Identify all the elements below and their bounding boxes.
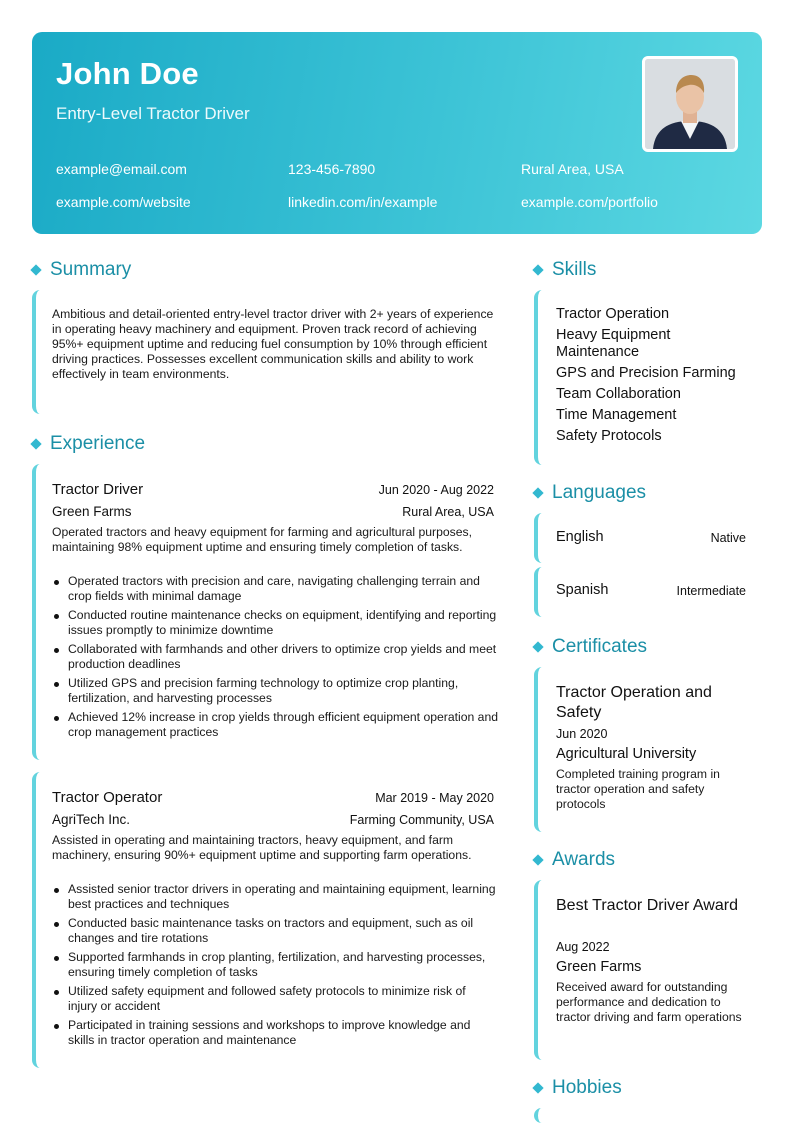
contact-portfolio[interactable]: example.com/portfolio bbox=[521, 194, 658, 210]
list-item: Conducted routine maintenance checks on equipment, identifying and reporting issues promptly to minimize downtime bbox=[52, 608, 498, 638]
certificate-date: Jun 2020 bbox=[556, 727, 608, 741]
certificate-org: Agricultural University bbox=[556, 746, 697, 762]
list-item: Assisted senior tractor drivers in operating and maintaining equipment, learning best practices and techniques bbox=[52, 882, 498, 912]
skills-heading-label: Skills bbox=[552, 259, 597, 280]
awards-heading bbox=[534, 849, 615, 871]
list-item: Utilized safety equipment and followed safety protocols to minimize risk of injury or accident bbox=[52, 984, 498, 1014]
diamond-icon bbox=[532, 264, 543, 275]
list-item: Conducted basic maintenance tasks on tractors and equipment, such as oil changes and tire rotations bbox=[52, 916, 498, 946]
language-name: English bbox=[556, 529, 604, 545]
language-item bbox=[534, 513, 746, 563]
contact-location: Rural Area, USA bbox=[521, 161, 624, 177]
award-date: Aug 2022 bbox=[556, 940, 610, 954]
award-org: Green Farms bbox=[556, 959, 642, 975]
skill-item: Safety Protocols bbox=[556, 428, 662, 444]
diamond-icon bbox=[30, 264, 41, 275]
candidate-role: Entry-Level Tractor Driver bbox=[56, 104, 250, 123]
certificate-description: Completed training program in tractor operation and safety protocols bbox=[556, 767, 720, 811]
skills-heading bbox=[534, 259, 596, 281]
language-name: Spanish bbox=[556, 582, 609, 598]
summary-block bbox=[32, 290, 498, 414]
job-title: Tractor Driver bbox=[52, 481, 144, 498]
contact-linkedin[interactable]: linkedin.com/in/example bbox=[288, 194, 438, 210]
list-item: Collaborated with farmhands and other drivers to optimize crop yields and meet production deadlines bbox=[52, 642, 498, 672]
job-location: Rural Area, USA bbox=[402, 505, 494, 519]
list-item: Supported farmhands in crop planting, fertilization, and harvesting processes, ensuring timely completion of tasks bbox=[52, 950, 498, 980]
diamond-icon bbox=[532, 641, 543, 652]
awards-heading-label: Awards bbox=[552, 849, 616, 870]
summary-heading bbox=[32, 259, 131, 281]
languages-heading bbox=[534, 482, 646, 504]
diamond-icon bbox=[532, 1082, 543, 1093]
job-description: Operated tractors and heavy equipment for farming and agricultural purposes, maintaining 98% equipment uptime and ensuring timely completion of tasks. bbox=[52, 525, 473, 554]
skill-item: Time Management bbox=[556, 407, 677, 423]
hobbies-heading-label: Hobbies bbox=[552, 1077, 622, 1098]
skill-item: GPS and Precision Farming bbox=[556, 365, 736, 381]
certificate-title: Tractor Operation and Safety bbox=[556, 684, 712, 721]
hobbies-block bbox=[534, 1108, 746, 1123]
diamond-icon bbox=[30, 438, 41, 449]
experience-item bbox=[32, 464, 498, 760]
contact-email[interactable]: example@email.com bbox=[56, 161, 187, 177]
languages-heading-label: Languages bbox=[552, 482, 647, 503]
language-level: Native bbox=[710, 531, 746, 545]
profile-photo bbox=[642, 56, 738, 152]
list-item: Operated tractors with precision and care, navigating challenging terrain and crop fields with minimal damage bbox=[52, 574, 498, 604]
certificates-heading bbox=[534, 636, 647, 658]
list-item: Utilized GPS and precision farming technology to optimize crop planting, fertilization, and harvesting processes bbox=[52, 676, 498, 706]
job-company: AgriTech Inc. bbox=[52, 812, 131, 827]
candidate-name: John Doe bbox=[56, 56, 199, 91]
experience-heading bbox=[32, 433, 145, 455]
job-description: Assisted in operating and maintaining tractors, heavy equipment, and farm machinery, ensuring 90%+ equipment uptime and supporting farm operations. bbox=[52, 833, 472, 862]
summary-heading-label: Summary bbox=[50, 259, 132, 280]
skill-item: Tractor Operation bbox=[556, 306, 670, 322]
diamond-icon bbox=[532, 487, 543, 498]
skill-item: Heavy Equipment Maintenance bbox=[556, 327, 671, 360]
certificate-item bbox=[534, 667, 746, 832]
job-bullets bbox=[52, 574, 498, 744]
job-company: Green Farms bbox=[52, 504, 132, 519]
skills-block bbox=[534, 290, 746, 465]
diamond-icon bbox=[532, 854, 543, 865]
award-item bbox=[534, 880, 746, 1060]
skill-item: Team Collaboration bbox=[556, 386, 681, 402]
resume-header bbox=[32, 32, 762, 234]
list-item: Participated in training sessions and workshops to improve knowledge and skills in tractor operation and maintenance bbox=[52, 1018, 498, 1048]
language-level: Intermediate bbox=[676, 584, 746, 598]
award-description: Received award for outstanding performance and dedication to tractor driving and farm operations bbox=[556, 980, 742, 1024]
experience-item bbox=[32, 772, 494, 1068]
language-item bbox=[534, 567, 746, 617]
experience-heading-label: Experience bbox=[50, 433, 146, 454]
hobbies-heading bbox=[534, 1077, 622, 1099]
summary-text: Ambitious and detail-oriented entry-level tractor driver with 2+ years of experience in operating heavy machinery and equipment. Proven track record of achieving 95%+ equipment uptime and reducing fuel consumption by 10% through efficient driving practices. Possesses excellent communication skills and ability to work effectively in team environments. bbox=[52, 307, 494, 381]
job-location: Farming Community, USA bbox=[349, 813, 494, 827]
contact-phone[interactable]: 123-456-7890 bbox=[288, 161, 376, 177]
job-date: Mar 2019 - May 2020 bbox=[375, 791, 494, 805]
list-item: Achieved 12% increase in crop yields through efficient equipment operation and crop management practices bbox=[52, 710, 498, 740]
certificates-heading-label: Certificates bbox=[552, 636, 648, 657]
contact-website[interactable]: example.com/website bbox=[56, 194, 191, 210]
award-title: Best Tractor Driver Award bbox=[556, 897, 738, 914]
job-title: Tractor Operator bbox=[52, 789, 163, 806]
job-bullets bbox=[52, 882, 498, 1052]
person-portrait-icon bbox=[645, 59, 735, 149]
job-date: Jun 2020 - Aug 2022 bbox=[378, 483, 494, 497]
